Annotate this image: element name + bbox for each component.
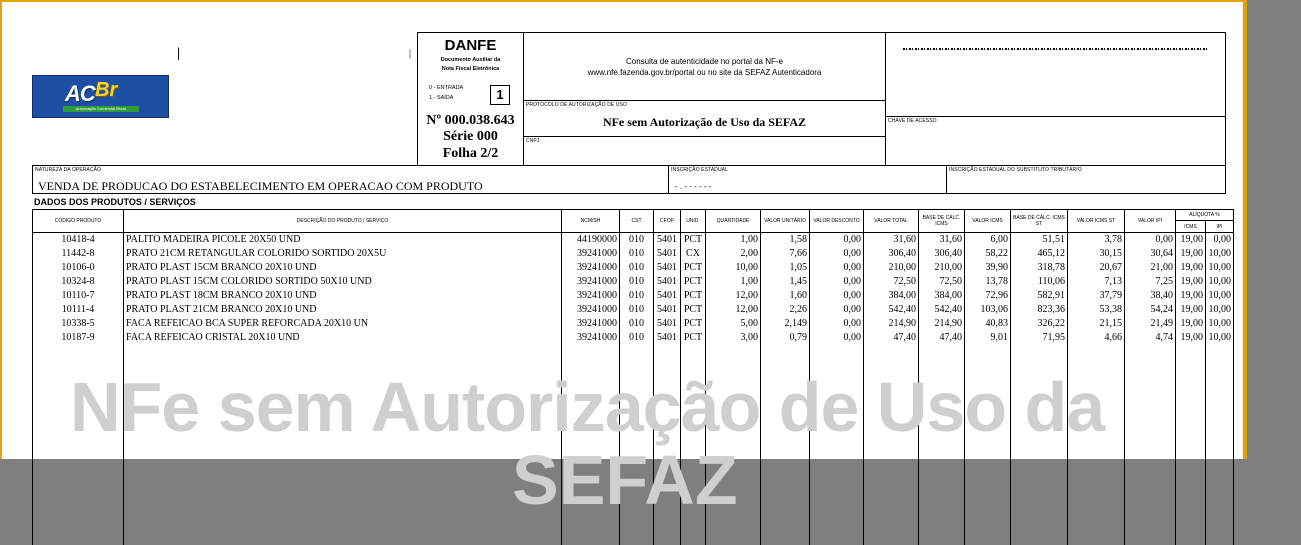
table-row: 10418-4 PALITO MADEIRA PICOLE 20X50 UND 44190000 010 5401 PCT 1,00 1,58 0,00 31,60 31,60 6,00 51,51 3,78 0,00 19,00 0,00	[33, 233, 1234, 248]
col-unid: UNID.	[681, 210, 706, 233]
consulta-box	[523, 32, 886, 101]
table-row: 10110-7 PRATO PLAST 18CM BRANCO 20X10 UND 39241000 010 5401 PCT 12,00 1,60 0,00 384,00 384,00 72,96 582,91 37,79 38,40 19,00 10,00	[33, 289, 1234, 303]
ie-box	[668, 165, 947, 194]
col-base-icms-st: BASE DE CÁLC. ICMS ST	[1011, 210, 1068, 233]
protocolo-value: NFe sem Autorização de Uso da SEFAZ	[602, 115, 807, 129]
nfe-folha: Folha 2/2	[442, 146, 499, 161]
col-descricao: DESCRIÇÃO DO PRODUTO / SERVIÇO	[124, 210, 562, 233]
col-valor-icms-st: VALOR ICMS ST	[1068, 210, 1125, 233]
protocolo-label: PROTOCOLO DE AUTORIZAÇÃO DE USO	[526, 102, 627, 108]
col-valor-desconto: VALOR DESCONTO	[810, 210, 864, 233]
col-valor-icms: VALOR ICMS	[965, 210, 1011, 233]
watermark-text-2: SEFAZ	[512, 441, 738, 519]
col-aliquota: ALÍQUOTA %	[1176, 210, 1234, 221]
danfe-subtitle-2: Nota Fiscal Eletrônica	[441, 66, 500, 72]
col-aliq-icms: ICMS	[1176, 221, 1206, 233]
table-row: 10338-5 FACA REFEICAO BCA SUPER REFORCADA 20X10 UN 39241000 010 5401 PCT 5,00 2,149 0,00 214,90 214,90 40,83 326,22 21,15 21,49 19,00 10,00	[33, 317, 1234, 331]
table-row: 11442-8 PRATO 21CM RETANGULAR COLORIDO SORTIDO 20X5U 39241000 010 5401 CX 2,00 7,66 0,00 306,40 306,40 58,22 465,12 30,15 30,64 19,00 10,00	[33, 247, 1234, 261]
ie-value: - . - - - - - -	[675, 182, 712, 191]
natureza-value: VENDA DE PRODUCAO DO ESTABELECIMENTO EM OPERACAO COM PRODUTO	[38, 179, 483, 193]
section-title: DADOS DOS PRODUTOS / SERVIÇOS	[34, 197, 196, 207]
table-row: 10111-4 PRATO PLAST 21CM BRANCO 20X10 UND 39241000 010 5401 PCT 12,00 2,26 0,00 542,40 542,40 103,06 823,36 53,38 54,24 19,00 10,00	[33, 303, 1234, 317]
entrada-label: 0 - ENTRADA	[429, 85, 464, 91]
watermark-text: NFe sem Autorização de Uso da	[70, 368, 1105, 446]
table-row: 10187-9 FACA REFEICAO CRISTAL 20X10 UND 39241000 010 5401 PCT 3,00 0,79 0,00 47,40 47,40 9,01 71,95 4,66 4,74 19,00 10,00	[33, 331, 1234, 345]
protocolo-box	[523, 100, 886, 137]
danfe-title: DANFE	[444, 37, 497, 54]
viewer-edge	[1243, 0, 1247, 459]
danfe-box	[417, 32, 524, 166]
chave-box	[885, 116, 1226, 166]
tipo-value: 1	[490, 85, 510, 105]
table-row: 10324-8 PRATO PLAST 15CM COLORIDO SORTIDO 50X10 UND 39241000 010 5401 PCT 1,00 1,45 0,00 72,50 72,50 13,78 110,06 7,13 7,25 19,00 10,00	[33, 275, 1234, 289]
ie-label: INSCRIÇÃO ESTADUAL	[671, 167, 728, 173]
cnpj-label: CNPJ	[526, 138, 540, 144]
table-header-row	[33, 210, 1234, 221]
ie-st-label: INSCRIÇÃO ESTADUAL DO SUBSTITUTO TRIBUTÁRIO	[949, 167, 1082, 173]
danfe-subtitle-1: Documento Auxiliar da	[440, 57, 501, 63]
col-cst: CST	[620, 210, 654, 233]
natureza-label: NATUREZA DA OPERAÇÃO	[35, 167, 102, 173]
col-aliq-ipi: IPI	[1206, 221, 1234, 233]
col-ncm: NCM/SH	[562, 210, 620, 233]
col-valor-ipi: VALOR IPI	[1125, 210, 1176, 233]
saida-label: 1 - SAÍDA	[429, 95, 454, 101]
consulta-text-2: www.nfe.fazenda.gov.br/portal ou no site da SEFAZ Autenticadora	[587, 68, 822, 77]
col-valor-total: VALOR TOTAL	[864, 210, 919, 233]
col-quantidade: QUANTIDADE	[706, 210, 761, 233]
emitente-mark: |	[177, 46, 181, 61]
acbr-logo: AC Br Automação Comercial Brasil	[32, 75, 169, 118]
natureza-box	[32, 165, 669, 194]
consulta-text-1: Consulta de autenticidade no portal da NF-e	[626, 57, 783, 66]
barcode	[903, 48, 1208, 50]
emitente-mark-right: |	[409, 48, 412, 59]
col-codigo: CÓDIGO PRODUTO	[33, 210, 124, 233]
col-cfop: CFOP	[654, 210, 681, 233]
ie-st-box	[946, 165, 1226, 194]
barcode-box	[885, 32, 1226, 117]
cnpj-box	[523, 136, 886, 166]
nfe-numero: Nº 000.038.643	[426, 113, 515, 128]
col-base-icms: BASE DE CÁLC. ICMS	[919, 210, 965, 233]
col-valor-unitario: VALOR UNITÁRIO	[761, 210, 810, 233]
table-row: 10106-0 PRATO PLAST 15CM BRANCO 20X10 UND 39241000 010 5401 PCT 10,00 1,05 0,00 210,00 210,00 39,90 318,78 20,67 21,00 19,00 10,00	[33, 261, 1234, 275]
chave-label: CHAVE DE ACESSO	[888, 118, 937, 124]
nfe-serie: Série 000	[443, 129, 498, 144]
